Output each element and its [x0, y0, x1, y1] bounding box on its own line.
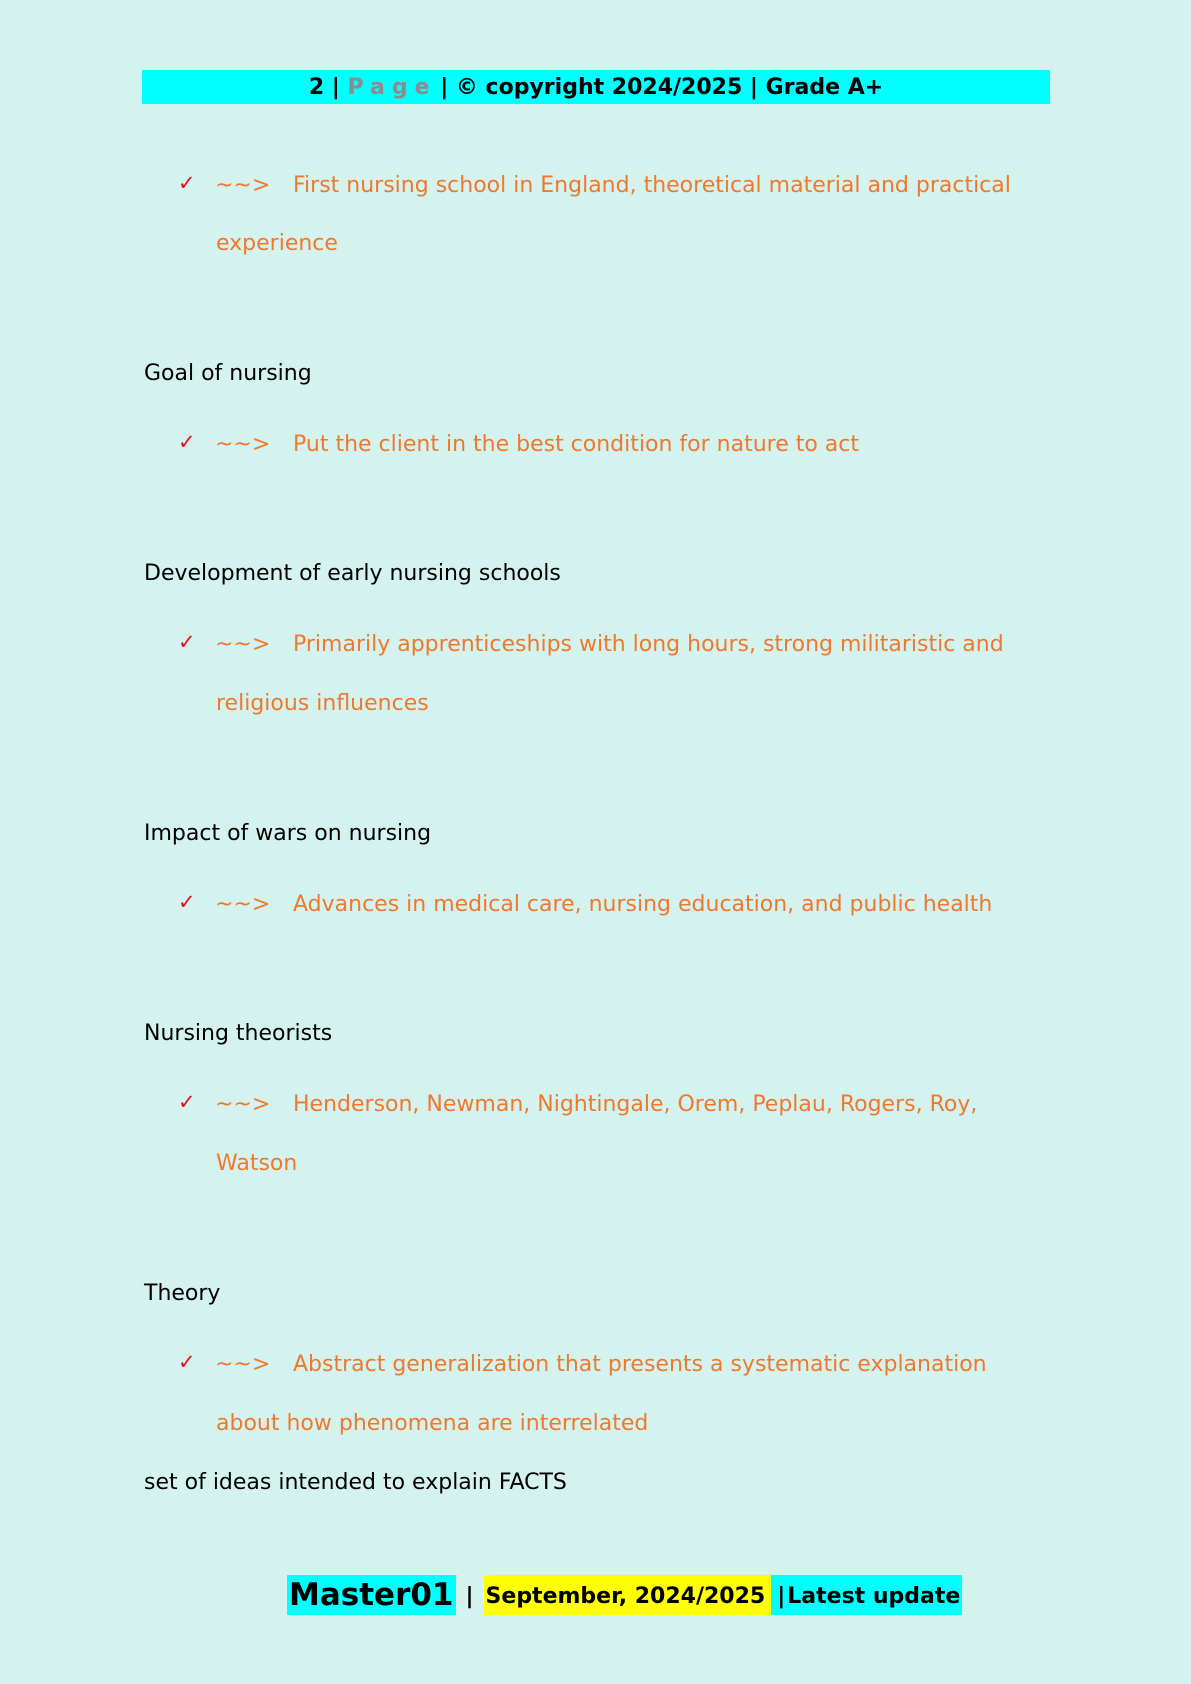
- check-icon: ✓: [178, 430, 196, 454]
- check-icon: ✓: [178, 630, 196, 654]
- page-footer: [287, 1575, 962, 1615]
- footer-separator: |: [771, 1575, 787, 1615]
- check-icon: ✓: [178, 171, 196, 195]
- question-heading: Nursing theorists: [144, 1021, 333, 1046]
- footer-latest: Latest update: [787, 1575, 962, 1615]
- check-icon: ✓: [178, 1090, 196, 1114]
- page-number: 2: [308, 74, 325, 100]
- answer-line: experience: [216, 231, 338, 256]
- footer-date: September, 2024/2025: [484, 1575, 772, 1615]
- answer-line: Advances in medical care, nursing education, and public health: [293, 892, 993, 917]
- answer-line: about how phenomena are interrelated: [216, 1411, 649, 1436]
- answer-line: Watson: [216, 1151, 298, 1176]
- question-heading: Theory: [144, 1281, 221, 1306]
- answer-line: religious influences: [216, 691, 429, 716]
- answer-line: Abstract generalization that presents a systematic explanation: [293, 1352, 987, 1377]
- answer-line: Primarily apprenticeships with long hours, strong militaristic and: [293, 632, 1004, 657]
- page-word: Page: [347, 74, 437, 100]
- copyright-text: | © copyright 2024/2025 | Grade A+: [432, 74, 884, 100]
- arrow-marker: ~~>: [215, 1352, 271, 1377]
- check-icon: ✓: [178, 1350, 196, 1374]
- question-heading: Goal of nursing: [144, 361, 312, 386]
- answer-line: Henderson, Newman, Nightingale, Orem, Peplau, Rogers, Roy,: [293, 1092, 978, 1117]
- arrow-marker: ~~>: [215, 1092, 271, 1117]
- header-separator: |: [324, 74, 348, 100]
- answer-line: Put the client in the best condition for nature to act: [293, 432, 860, 457]
- arrow-marker: ~~>: [215, 892, 271, 917]
- page-header: [142, 70, 1050, 104]
- check-icon: ✓: [178, 890, 196, 914]
- trailing-note: set of ideas intended to explain FACTS: [144, 1470, 567, 1495]
- question-heading: Development of early nursing schools: [144, 561, 561, 586]
- arrow-marker: ~~>: [215, 173, 271, 198]
- footer-brand: Master01: [289, 1577, 454, 1613]
- footer-separator: |: [465, 1584, 474, 1609]
- answer-line: First nursing school in England, theoretical material and practical: [293, 173, 1011, 198]
- arrow-marker: ~~>: [215, 432, 271, 457]
- question-heading: Impact of wars on nursing: [144, 821, 432, 846]
- arrow-marker: ~~>: [215, 632, 271, 657]
